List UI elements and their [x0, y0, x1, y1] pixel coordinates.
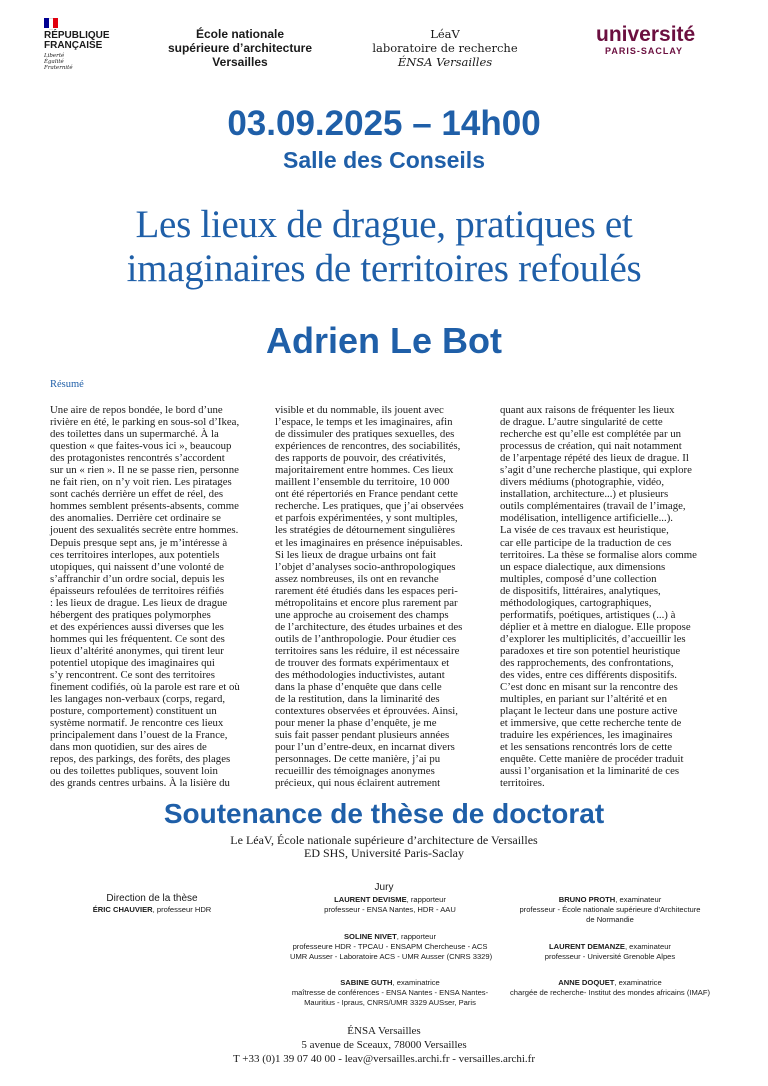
abstract-line: un espace dialectique, aux dimensions: [500, 560, 666, 573]
event-date-time: 03.09.2025 – 14h00: [227, 104, 541, 143]
abstract-line: ont été répertoriés en France pendant cette: [275, 488, 458, 501]
abstract-line: recherche est qu’elle est complétée par un: [500, 428, 682, 441]
abstract-line: dans mon quotidien, sur des aires de: [50, 741, 207, 754]
footer-line1: ÉNSA Versailles: [347, 1025, 421, 1037]
abstract-line: des grands centres urbains. À la lisière du: [50, 777, 230, 790]
abstract-line: ne fait rien, on n’y voit rien. Les piratages: [50, 476, 232, 489]
jury-member-role: , examinateur: [624, 942, 671, 951]
abstract-line: contextures observées et éprouvées. Ainsi,: [275, 705, 458, 718]
abstract-line: rarement été étudiés dans les espaces peri-: [275, 584, 458, 597]
abstract-line: les langages non-verbaux (corps, regard,: [50, 693, 226, 706]
footer-contact-line: T +33 (0)1 39 07 40 00 - leav@versailles.archi.fr - versailles.archi.fr: [232, 1053, 536, 1065]
french-flag-icon: [44, 18, 58, 28]
leav-line3: ÉNSA Versailles: [397, 55, 493, 69]
jury-member-name: ANNE DOQUET: [558, 978, 615, 987]
jury-member-affiliation: professeur - ENSA Nantes, HDR - AAU: [324, 905, 456, 914]
republique-line2: FRANÇAISE: [44, 40, 103, 51]
abstract-line: des anomalies. Derrière cet ordinaire se: [50, 512, 221, 525]
defense-heading: Soutenance de thèse de doctorat: [163, 798, 605, 829]
abstract-line: question « que faites-vous ici », beaucoup: [50, 440, 232, 453]
abstract-line: de dispositifs, littéraires, analytiques,: [500, 584, 661, 597]
jury-member: [290, 932, 493, 962]
abstract-column-2: [275, 404, 495, 790]
abstract-line: les stratégies de détournement singulières: [275, 524, 455, 537]
jury-member-affiliation: Mauritius - Ipraus, CNRS/UMR 3329 AUSser, Paris: [304, 998, 476, 1007]
abstract-line: jouent des sexualités secrète entre hommes.: [50, 524, 239, 537]
jury-member-name: SOLINE NIVET: [343, 932, 397, 941]
universite-sub: PARIS-SACLAY: [605, 46, 684, 56]
abstract-line: et les sensations rencontrés lors de cette: [500, 741, 673, 754]
abstract-line: métropolitains et encore plus rarement par: [275, 596, 458, 609]
jury-member-affiliation: UMR Ausser - Laboratoire ACS - UMR Ausser (CNRS 3329): [290, 952, 493, 961]
abstract-line: déplier et à mettre en dialogue. Elle propose: [500, 620, 691, 633]
abstract-line: s’affranchir d’un ordre social, depuis les: [50, 572, 225, 585]
abstract-line: Depuis presque sept ans, je m’intéresse à: [50, 536, 228, 549]
abstract-line: ces territoires interlopes, aux potentiels: [50, 548, 220, 561]
abstract-line: et parfois expérimentées, y sont multiples,: [275, 512, 458, 525]
universite-paris-saclay-logo: [596, 24, 716, 56]
abstract-line: paradoxes et tire son potentiel heuristique: [500, 644, 681, 657]
abstract-line: suis fait passer pendant plusieurs années: [275, 729, 450, 742]
jury-member-affiliation: professeur - Université Grenoble Alpes: [544, 952, 676, 961]
defense-organizers: [0, 834, 768, 860]
republique-francaise-logo: [44, 18, 124, 71]
jury-member-role: , examinatrice: [392, 978, 440, 987]
jury-member-affiliation: de Normandie: [586, 915, 634, 924]
abstract-line: traduire les expériences, les imaginaires: [500, 729, 673, 742]
abstract-line: de la restitution, dans la liminarité des: [275, 693, 440, 706]
organizer-line1: Le LéaV, École nationale supérieure d’architecture de Versailles: [230, 833, 538, 847]
motto: [44, 53, 124, 71]
direction-block: [64, 893, 240, 915]
abstract-line: des rapprochements, des confrontations,: [500, 656, 674, 669]
abstract-line: divers médiums (photographie, vidéo,: [500, 476, 665, 489]
abstract-line: processus de création, qui nait notamment: [500, 440, 682, 453]
abstract-line: des méthodologies inductivistes, autant: [275, 669, 445, 682]
leav-line2: laboratoire de recherche: [372, 41, 518, 55]
abstract-line: territoires.: [500, 777, 545, 790]
leav-logo: [360, 27, 530, 69]
abstract-line: de drague. L’autre singularité de cette: [500, 416, 663, 429]
thesis-title-line2: imaginaires de territoires refoulés: [126, 247, 642, 290]
abstract-line: de trouver des formats expérimentaux et: [275, 656, 450, 669]
abstract-line: quant aux raisons de fréquenter les lieux: [500, 404, 675, 416]
abstract-line: de l’architecture, des études urbaines et des: [275, 620, 463, 633]
abstract-column-3: [500, 404, 720, 790]
event-room: Salle des Conseils: [283, 147, 485, 173]
abstract-line: recherche. Les pratiques, que j’ai observées: [275, 500, 464, 513]
abstract-line: principalement dans l’ouest de la France,: [50, 729, 228, 742]
abstract-line: de dissimuler des pratiques sexuelles, des: [275, 428, 455, 441]
abstract-line: territoires. La thèse se formalise alors comme: [500, 548, 697, 561]
footer-contact: [0, 1024, 768, 1066]
footer-address: 5 avenue de Sceaux, 78000 Versailles: [301, 1039, 467, 1051]
abstract-line: : les lieux de drague. Les lieux de drague: [50, 596, 228, 609]
director-role: , professeur HDR: [152, 905, 212, 914]
abstract-line: La visée de ces travaux est heuristique,: [500, 524, 669, 537]
jury-member-affiliation: chargée de recherche- Institut des mondes africains (IMAF): [509, 988, 711, 997]
jury-member-affiliation: professeure HDR - TPCAU - ENSAPM Chercheuse - ACS: [292, 942, 488, 951]
abstract-line: utopiques, qui naissent d’une volonté de: [50, 560, 224, 573]
abstract-line: visible et du nommable, ils jouent avec: [275, 404, 444, 416]
abstract-line: plaçant le lecteur dans une posture active: [500, 705, 678, 718]
abstract-line: et immersive, que cette recherche tente de: [500, 717, 682, 730]
motto-fraternite: Fraternité: [44, 65, 73, 71]
abstract-line: C’est donc en misant sur la rencontre des: [500, 681, 678, 694]
abstract-line: une approche au croisement des champs: [275, 608, 449, 621]
abstract-line: et des expériences aussi diverses que les: [50, 620, 224, 633]
abstract-line: pour mener la phase d’enquête, je me: [275, 717, 437, 730]
abstract-line: Si les lieux de drague urbains ont fait: [275, 548, 437, 561]
abstract-line: installation, architecture...) et plusieurs: [500, 488, 669, 501]
abstract-line: des toilettes dans un supermarché. À la: [50, 428, 219, 441]
abstract-line: Une aire de repos bondée, le bord d’une: [50, 404, 223, 416]
abstract-line: rivière en été, le parking en sous-sol d’Ikea,: [50, 416, 240, 429]
abstract-line: l’espace, le temps et les imaginaires, afin: [275, 416, 453, 429]
abstract-line: l’objet d’analyses socio-anthropologiques: [275, 560, 456, 573]
direction-label: Direction de la thèse: [106, 893, 198, 904]
abstract-line: pour l’un d’entre-deux, en incarnat divers: [275, 741, 455, 754]
abstract-line: des vides, entre ces différents dispositifs.: [500, 669, 678, 682]
abstract-line: hommes qui les fréquentent. Ce sont des: [50, 632, 225, 645]
ensa-line2: supérieure d’architecture: [167, 41, 313, 55]
jury-member: [505, 895, 715, 925]
jury-member-name: LAURENT DEVISME: [334, 895, 407, 904]
abstract-label: Résumé: [50, 379, 84, 390]
abstract-line: expériences de rencontres, des sociabilités,: [275, 440, 461, 453]
abstract-line: ou des toilettes publiques, souvent loin: [50, 765, 218, 778]
jury-member-name: LAURENT DEMANZE: [549, 942, 625, 951]
abstract-line: majoritairement entre hommes. Ces lieux: [275, 464, 454, 477]
organizer-line2: ED SHS, Université Paris-Saclay: [304, 846, 464, 860]
abstract-line: personnages. De cette manière, j’ai pu: [275, 753, 441, 766]
abstract-line: hommes semblent présents-absents, comme: [50, 500, 239, 513]
universite-name: université: [596, 23, 696, 46]
abstract-line: aussi l’organisation et la liminarité de ces: [500, 765, 680, 778]
abstract-line: outils de l’anthropologie. Pour étudier ces: [275, 632, 457, 645]
abstract-line: et les imaginaires en présence inépuisables.: [275, 536, 463, 549]
abstract-line: de l’arpentage répété des lieux de drague. Il: [500, 452, 689, 465]
abstract-line: territoires sans les réduire, il est nécessaire: [275, 644, 460, 657]
abstract-line: outils complémentaires (travail de l’image,: [500, 500, 686, 513]
abstract-line: enquête. Cette manière de procéder traduit: [500, 753, 684, 766]
abstract-line: modélisation, intelligence artificielle...).: [500, 512, 673, 525]
jury-member-affiliation: maîtresse de conférences - ENSA Nantes - ENSA Nantes-: [291, 988, 489, 997]
abstract-line: s’y rencontrent. Ce sont des territoires: [50, 669, 215, 682]
abstract-line: dans la phase d’enquête que dans celle: [275, 681, 442, 694]
abstract-line: recueillir des témoignages anonymes: [275, 765, 435, 778]
abstract-line: lieux d’altérité anonymes, qui tirent leur: [50, 644, 224, 657]
jury-member-role: , rapporteur: [396, 932, 436, 941]
jury-member-role: , examinateur: [615, 895, 662, 904]
abstract-line: multiples, composé d’une collection: [500, 572, 657, 585]
jury-member-name: SABINE GUTH: [340, 978, 393, 987]
thesis-title: [20, 203, 748, 291]
jury-member-name: BRUNO PROTH: [558, 895, 616, 904]
abstract-line: multiples, en pariant sur l’altérité et en: [500, 693, 667, 706]
abstract-line: performatifs, poétiques, artistiques (...) à: [500, 608, 676, 621]
thesis-title-line1: Les lieux de drague, pratiques et: [135, 203, 633, 246]
abstract-line: potentiel utopique des imaginaires qui: [50, 656, 215, 669]
abstract-line: sur un « rien ». Il ne se passe rien, personne: [50, 464, 239, 477]
abstract-column-1: [50, 404, 270, 790]
abstract-line: finement codifiés, où la parole est rare et où: [50, 681, 240, 694]
abstract-line: sont cachés derrière un effet de réel, des: [50, 488, 224, 501]
abstract-line: posture, comportement) constituent un: [50, 705, 217, 718]
abstract-line: repos, des parkings, des forêts, des plages: [50, 753, 231, 766]
republique-line1: RÉPUBLIQUE: [44, 30, 110, 41]
jury-label: Jury: [374, 882, 394, 893]
abstract-line: d’explorer les multiplicités, d’accueillir les: [500, 632, 686, 645]
thesis-author: Adrien Le Bot: [265, 320, 502, 361]
abstract-line: maillent l’ensemble du territoire, 10 000: [275, 476, 450, 489]
jury-member: [505, 978, 715, 998]
leav-line1: LéaV: [430, 27, 460, 41]
jury-member-role: , examinatrice: [614, 978, 662, 987]
jury-member: [290, 978, 490, 1008]
jury-member-affiliation: professeur - École nationale supérieure d’Architecture: [519, 905, 701, 914]
director-name: ÉRIC CHAUVIER: [92, 905, 153, 914]
jury-member-role: , rapporteur: [406, 895, 446, 904]
motto-liberte: Liberté: [44, 53, 65, 59]
ensa-line1: École nationale: [195, 27, 285, 41]
abstract-line: méthodologiques, cartographiques,: [500, 596, 652, 609]
abstract-line: hébergent des pratiques polymorphes: [50, 608, 211, 621]
abstract-line: précieux, qui nous éclairent autrement: [275, 777, 441, 790]
abstract-line: car elle participe de la traduction de ces: [500, 536, 672, 549]
abstract-line: des rapports de pouvoir, des créativités,: [275, 452, 446, 465]
abstract-line: épaisseurs refoulées de territoires réifiés: [50, 584, 224, 597]
abstract-line: système normatif. Je rencontre ces lieux: [50, 717, 224, 730]
ensa-line3: Versailles: [212, 55, 268, 69]
abstract-line: des protagonistes rencontrés s’accordent: [50, 452, 225, 465]
jury-member: [505, 942, 715, 962]
motto-egalite: Égalité: [44, 59, 64, 65]
abstract-line: s’agit d’une recherche plastique, qui explore: [500, 464, 692, 477]
abstract-line: assez nombreuses, ils ont en revanche: [275, 572, 439, 585]
jury-member: [290, 895, 490, 915]
ensa-logo: [155, 27, 325, 69]
